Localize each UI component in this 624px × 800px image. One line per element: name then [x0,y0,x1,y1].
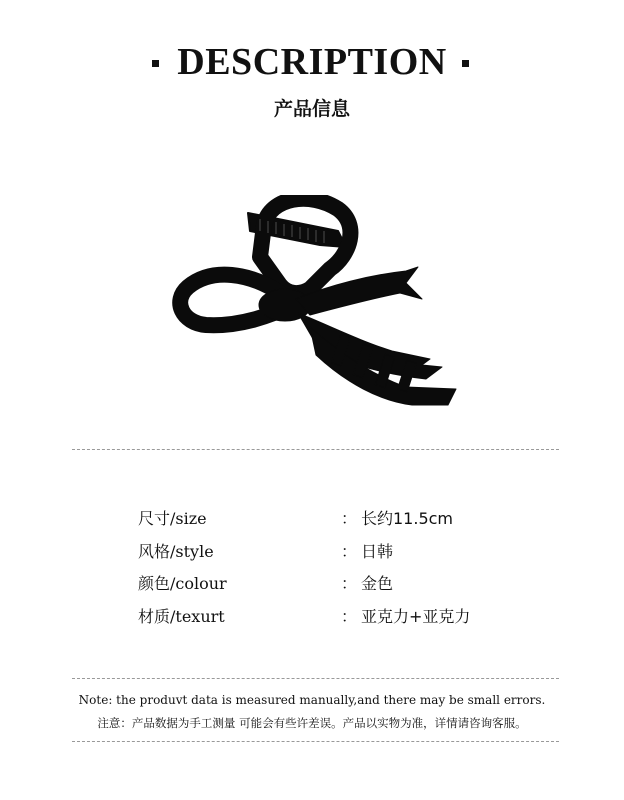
spec-label: 风格/style [138,542,214,561]
spec-row-colour [138,571,498,595]
divider [72,741,559,742]
spec-colon: ： [341,509,358,528]
spec-value: 亚克力+亚克力 [361,607,471,626]
divider [72,678,559,679]
spec-row-material [138,604,498,628]
spec-label: 颜色/colour [138,574,227,593]
divider [72,449,559,450]
page-subtitle: 产品信息 [273,98,350,120]
spec-label: 材质/texurt [138,607,225,626]
spec-value: 金色 [361,574,394,593]
description-header [0,38,624,88]
spec-colon: ： [341,574,358,593]
spec-colon: ： [341,542,358,561]
spec-value: 日韩 [361,542,394,561]
square-bullet-icon [462,60,469,67]
spec-value: 长约11.5cm [361,509,454,528]
note-english: Note: the produvt data is measured manually,and there may be small errors. [78,693,546,707]
spec-row-style [138,539,498,563]
note-chinese: 注意：产品数据为手工测量 可能会有些许差误。产品以实物为准，详情请咨询客服。 [97,716,527,730]
spec-row-size [138,506,498,530]
hair-claw-clip-image [160,195,470,430]
spec-colon: ： [341,607,358,626]
spec-label: 尺寸/size [138,509,207,528]
page-title: DESCRIPTION [177,41,447,83]
